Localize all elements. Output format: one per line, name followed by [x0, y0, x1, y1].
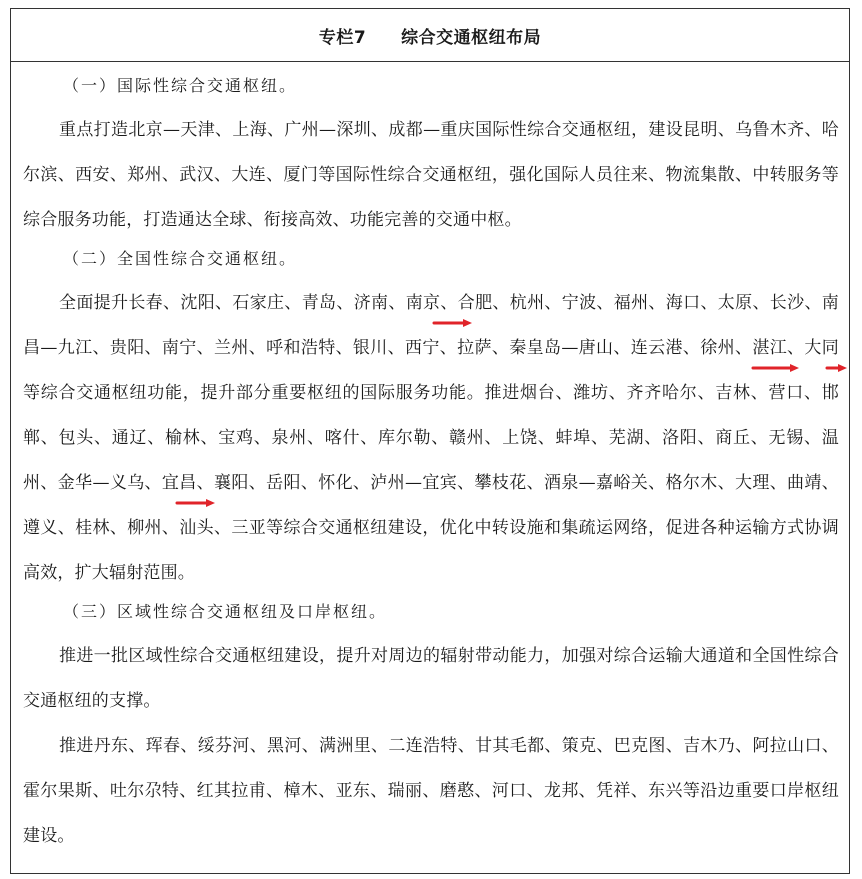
section-3-paragraph-1: 推进一批区域性综合交通枢纽建设，提升对周边的辐射带动能力，加强对综合运输大通道和全国性综合交通枢纽的支撑。 — [23, 646, 839, 711]
box-title: 专栏7 综合交通枢纽布局 — [11, 9, 849, 62]
section-3-heading: （三）区域性综合交通枢纽及口岸枢纽。 — [63, 602, 388, 621]
info-box — [10, 8, 850, 874]
box-content — [11, 62, 849, 859]
section-1-paragraph: 重点打造北京—天津、上海、广州—深圳、成都—重庆国际性综合交通枢纽，建设昆明、乌鲁木齐、哈尔滨、西安、郑州、武汉、大连、厦门等国际性综合交通枢纽，强化国际人员往来、物流集散、中转服务等综合服务功能，打造通达全球、衔接高效、功能完善的交通中枢。 — [23, 120, 839, 230]
section-3-paragraph-2: 推进丹东、珲春、绥芬河、黑河、满洲里、二连浩特、甘其毛都、策克、巴克图、吉木乃、阿拉山口、霍尔果斯、吐尔尕特、红其拉甫、樟木、亚东、瑞丽、磨憨、河口、龙邦、凭祥、东兴等沿边重要口岸枢纽建设。 — [23, 736, 839, 846]
section-2-paragraph: 全面提升长春、沈阳、石家庄、青岛、济南、南京、合肥、杭州、宁波、福州、海口、太原、长沙、南昌—九江、贵阳、南宁、兰州、呼和浩特、银川、西宁、拉萨、秦皇岛—唐山、连云港、徐州、湛江、大同等综合交通枢纽功能，提升部分重要枢纽的国际服务功能。推进烟台、潍坊、齐齐哈尔、吉林、营口、邯郸、包头、通辽、榆林、宝鸡、泉州、喀什、库尔勒、赣州、上饶、蚌埠、芜湖、洛阳、商丘、无锡、温州、金华—义乌、宜昌、襄阳、岳阳、怀化、泸州—宜宾、攀枝花、酒泉—嘉峪关、格尔木、大理、曲靖、遵义、桂林、柳州、汕头、三亚等综合交通枢纽建设，优化中转设施和集疏运网络，促进各种运输方式协调高效，扩大辐射范围。 — [23, 293, 839, 583]
section-2-heading: （二）全国性综合交通枢纽。 — [63, 249, 298, 268]
arrow-wuxi-icon — [176, 498, 216, 508]
arrow-nanjing-icon — [433, 318, 473, 328]
arrow-lianyungang-icon — [752, 363, 800, 373]
section-1-heading: （一）国际性综合交通枢纽。 — [63, 76, 298, 95]
arrow-xuzhou-icon — [826, 363, 848, 373]
